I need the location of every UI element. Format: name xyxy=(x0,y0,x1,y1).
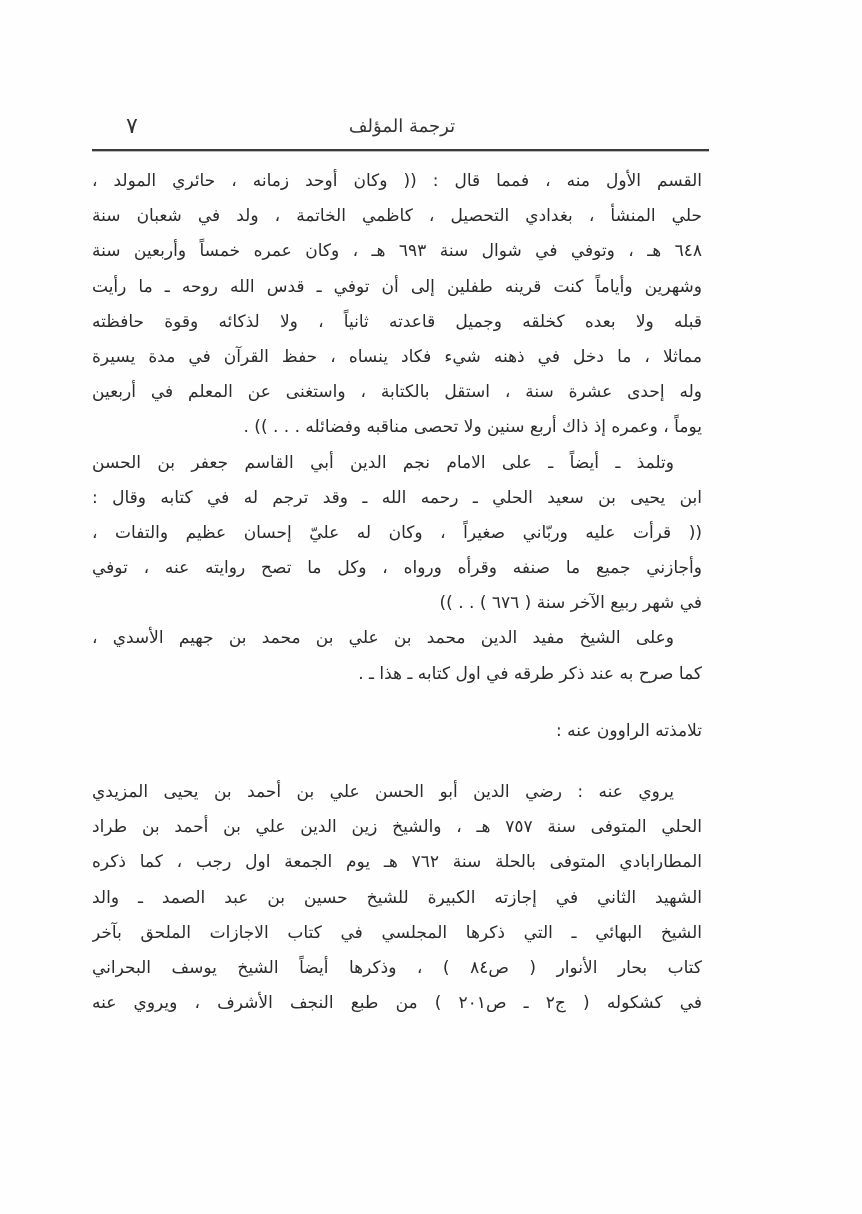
paragraph-students-list xyxy=(92,775,702,1021)
text-line: مماثلا ، ما دخل في ذهنه شيء فكاد ينساه ، حفظ القرآن في مدة يسيرة xyxy=(92,346,702,367)
text-line: يوماً ، وعمره إذ ذاك أربع سنين ولا تحصى مناقبه وفضائله . . . )) . xyxy=(243,417,702,438)
text-line: الحلي المتوفى سنة ٧٥٧ هـ ، والشيخ زين الدين علي بن أحمد بن طراد xyxy=(92,817,702,838)
text-line: قبله ولا بعده كخلقه وجميل قاعدته ثانياً ، ولا لذكائه وقوة حافظته xyxy=(92,311,702,332)
text-line: وله إحدى عشرة سنة ، استقل بالكتابة ، واستغنى عن المعلم في أربعين xyxy=(92,382,702,403)
running-title: ترجمة المؤلف xyxy=(348,116,456,137)
section-heading-students: تلامذته الراوون عنه : xyxy=(556,720,702,741)
paragraph-teacher-najm-al-din xyxy=(92,446,702,622)
text-line: حلي المنشأ ، بغدادي التحصيل ، كاظمي الخاتمة ، ولد في شعبان سنة xyxy=(92,206,702,227)
text-line: ابن يحيى بن سعيد الحلي ـ رحمه الله ـ وقد ترجم له في كتابه وقال : xyxy=(92,487,702,508)
text-line: يروي عنه : رضي الدين أبو الحسن علي بن أحمد بن يحيى المزيدي xyxy=(92,782,674,802)
text-line: في كشكوله ( ج٢ ـ ص٢٠١ ) من طبع النجف الأشرف ، ويروي عنه xyxy=(92,993,702,1014)
text-line: الشهيد الثاني في إجازته الكبيرة للشيخ حسين بن عبد الصمد ـ والد xyxy=(92,887,702,908)
page-header xyxy=(92,112,712,146)
text-line: المطارابادي المتوفى بالحلة سنة ٧٦٢ هـ يوم الجمعة اول رجب ، كما ذكره xyxy=(92,852,702,873)
text-line: وأجازني جميع ما صنفه وقرأه ورواه ، وكل ما تصح روايته عنه ، توفي xyxy=(92,558,702,579)
header-rule xyxy=(92,149,709,151)
body-text xyxy=(92,164,702,1021)
spacer xyxy=(92,692,702,714)
spacer xyxy=(92,749,702,775)
text-line: الشيخ البهائي ـ التي ذكرها المجلسي في كتاب الاجازات الملحق بآخر xyxy=(92,922,702,943)
text-line: وشهرين وأياماً كنت قرينه طفلين إلى أن توفي ـ قدس الله روحه ـ ما رأيت xyxy=(92,276,702,297)
text-line: كما صرح به عند ذكر طرقه في اول كتابه ـ هذا ـ . xyxy=(358,663,702,684)
text-line: (( قرأت عليه وربّاني صغيراً ، وكان له عليّ إحسان عظيم والتفات ، xyxy=(92,522,702,543)
text-line: في شهر ربيع الآخر سنة ( ٦٧٦ ) . . )) xyxy=(439,593,702,614)
text-line: وتلمذ ـ أيضاً ـ على الامام نجم الدين أبي القاسم جعفر بن الحسن xyxy=(92,452,674,473)
text-line: ٦٤٨ هـ ، وتوفي في شوال سنة ٦٩٣ هـ ، وكان عمره خمساً وأربعين سنة xyxy=(92,241,702,262)
text-line: كتاب بحار الأنوار ( ص٨٤ ) ، وذكرها أيضاً الشيخ يوسف البحراني xyxy=(92,957,702,978)
text-line: وعلى الشيخ مفيد الدين محمد بن علي بن محمد بن جهيم الأسدي ، xyxy=(92,628,674,649)
paragraph-teacher-mufid-al-din xyxy=(92,621,702,691)
page-number: ٧ xyxy=(126,114,138,139)
text-line: القسم الأول منه ، فمما قال : (( وكان أوحد زمانه ، حائري المولد ، xyxy=(92,171,702,191)
paragraph-quote-biography xyxy=(92,164,702,446)
